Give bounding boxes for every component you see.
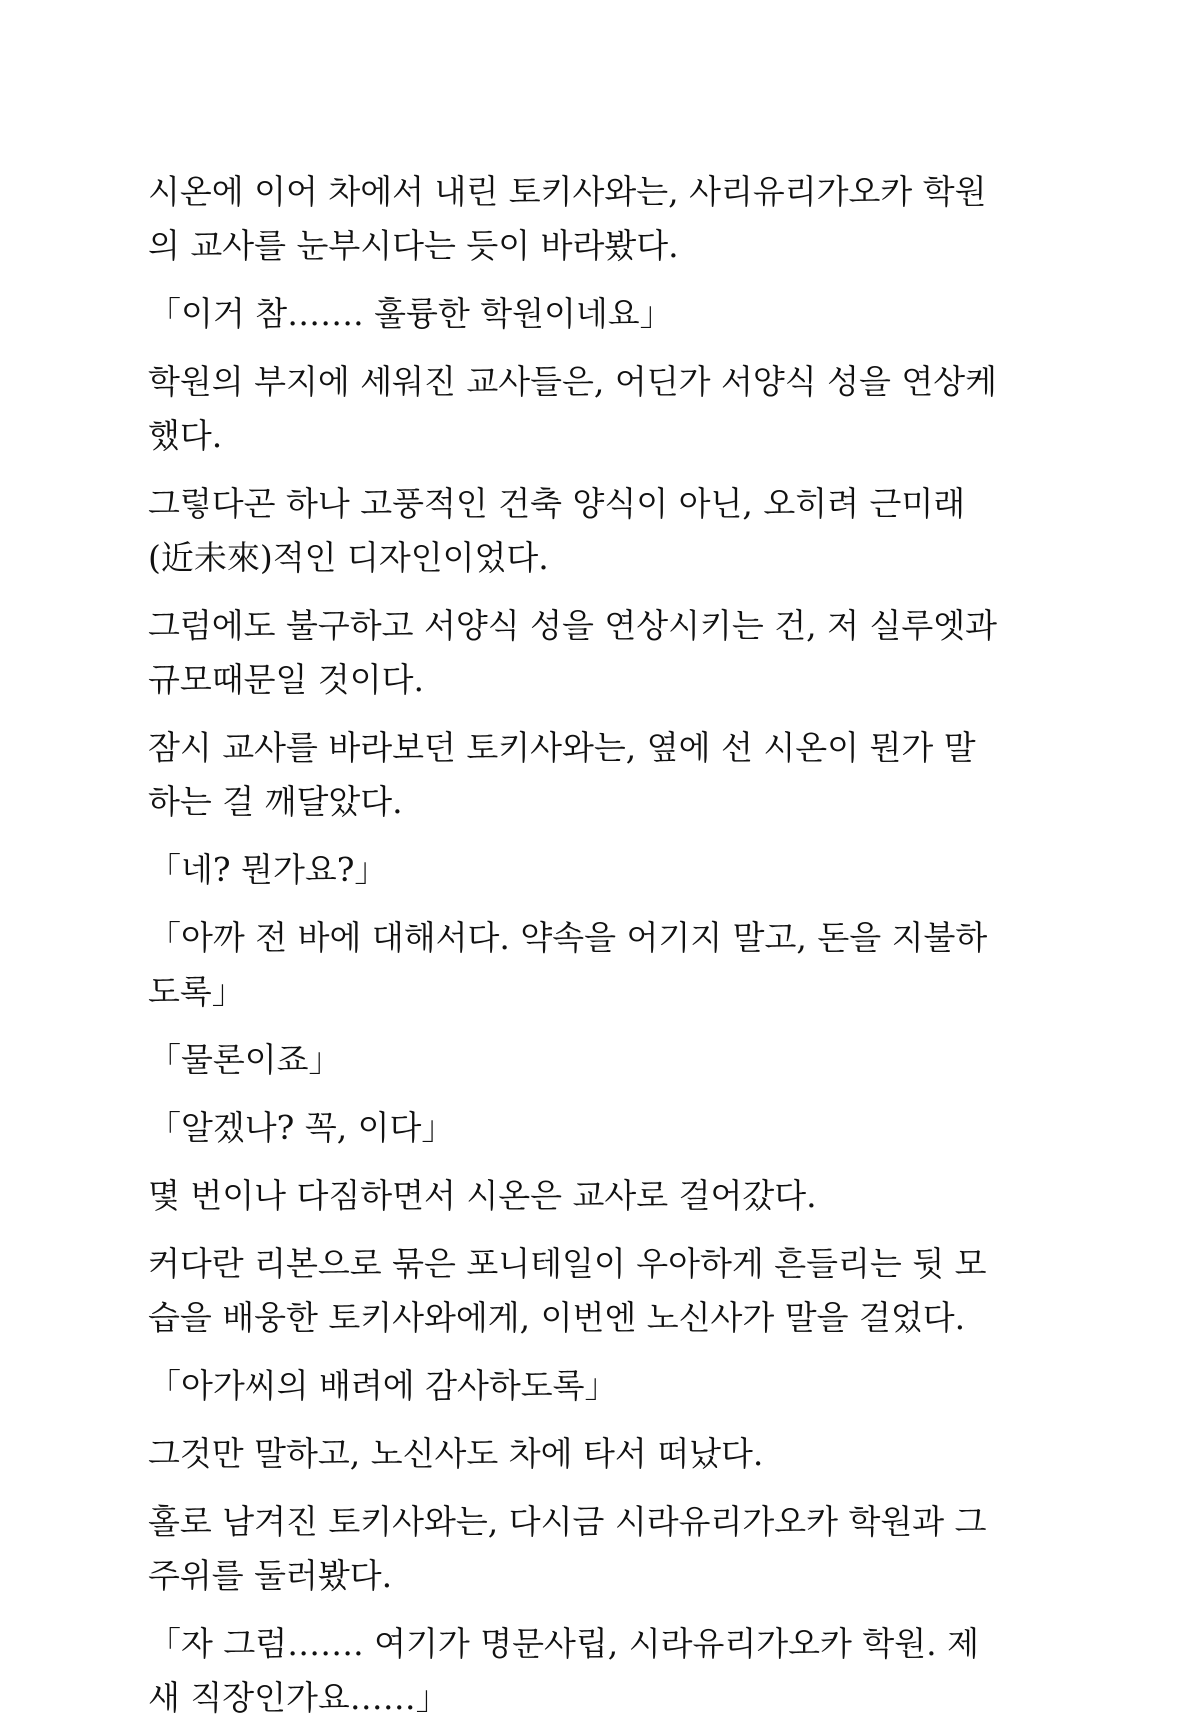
paragraph-12: 커다란 리본으로 묶은 포니테일이 우아하게 흔들리는 뒷 모 습을 배웅한 토키사와에게, 이번엔 노신사가 말을 걸었다.: [148, 1244, 987, 1337]
paragraph-15: 홀로 남겨진 토키사와는, 다시금 시라유리가오카 학원과 그 주위를 둘러봤다.: [148, 1502, 987, 1595]
paragraph-5: 그럼에도 불구하고 서양식 성을 연상시키는 건, 저 실루엣과 규모때문일 것이다.: [148, 606, 997, 699]
body-text: [148, 165, 1060, 1725]
paragraph-2: 「이거 참……. 훌륭한 학원이네요」: [148, 294, 673, 333]
paragraph-1: 시온에 이어 차에서 내린 토키사와는, 사리유리가오카 학원 의 교사를 눈부시다는 듯이 바라봤다.: [148, 172, 987, 265]
paragraph-8: 「아까 전 바에 대해서다. 약속을 어기지 말고, 돈을 지불하 도록」: [148, 918, 988, 1011]
paragraph-14: 그것만 말하고, 노신사도 차에 타서 떠났다.: [148, 1434, 764, 1473]
paragraph-10: 「알겠나? 꼭, 이다」: [148, 1108, 455, 1147]
paragraph-9: 「물론이죠」: [148, 1040, 342, 1079]
paragraph-7: 「네? 뭔가요?」: [148, 850, 388, 889]
paragraph-3: 학원의 부지에 세워진 교사들은, 어딘가 서양식 성을 연상케 했다.: [148, 362, 997, 455]
paragraph-16: 「자 그럼……. 여기가 명문사립, 시라유리가오카 학원. 제 새 직장인가요……」: [148, 1624, 979, 1717]
paragraph-13: 「아가씨의 배려에 감사하도록」: [148, 1366, 618, 1405]
paragraph-4: 그렇다곤 하나 고풍적인 건축 양식이 아닌, 오히려 근미래 (近未來)적인 디자인이었다.: [148, 484, 966, 577]
paragraph-11: 몇 번이나 다짐하면서 시온은 교사로 걸어갔다.: [148, 1176, 817, 1215]
paragraph-6: 잠시 교사를 바라보던 토키사와는, 옆에 선 시온이 뭔가 말 하는 걸 깨달았다.: [148, 728, 976, 821]
